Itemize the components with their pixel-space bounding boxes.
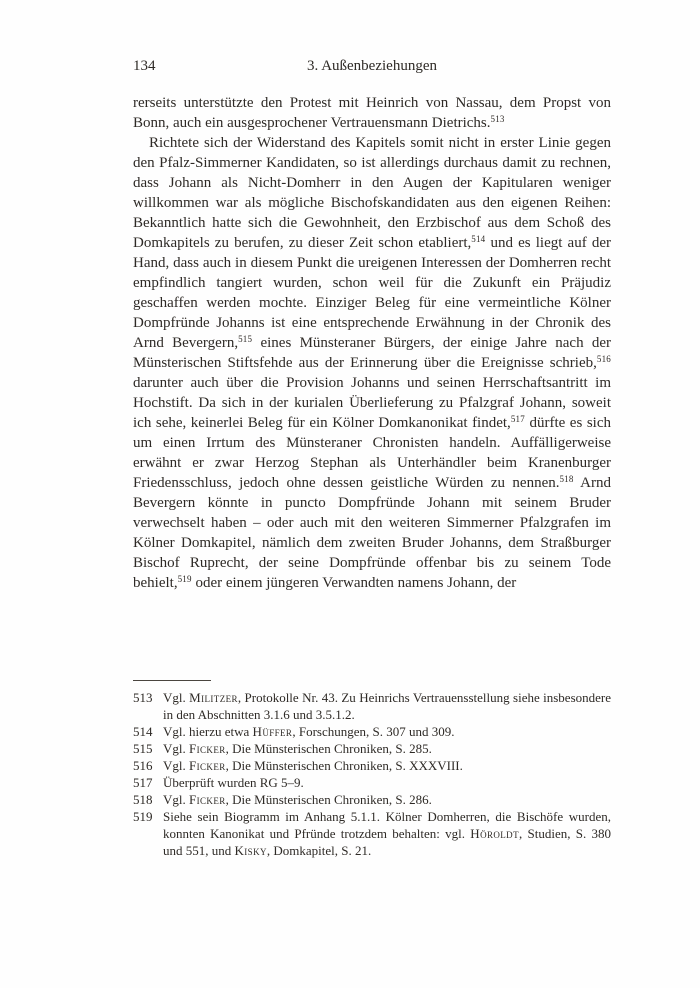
footnote-rule xyxy=(133,680,211,681)
running-head: 3. Außenbeziehungen xyxy=(307,58,437,74)
footnote-item xyxy=(133,757,611,774)
paragraph: Richtete sich der Widerstand des Kapitels somit nicht in erster Linie gegen den Pfalz-Simmerner Kandidaten, so ist allerdings durchaus damit zu rechnen, dass Johann als Nicht-Domherr in den Augen der Kapitularen weniger willkommen war als mögliche Bischofskandidaten aus den eigenen Reihen: Bekanntlich hatte sich die Gewohnheit, den Erzbischof aus dem Schoß des Domkapitels zu berufen, zu dieser Zeit schon etabliert,$^{514}$ und es liegt auf der Hand, dass auch in diesem Punkt die ureigenen Interessen der Domherren recht empfindlich tangiert wurden, schon weil für die Zukunft ein Präjudiz geschaffen werden mochte. Einziger Beleg für eine vermeintliche Kölner Dompfründe Johanns ist eine entsprechende Erwähnung in der Chronik des Arnd Bevergern,$^{515}$ eines Münsteraner Bürgers, der einige Jahre nach der Münsterischen Stiftsfehde aus der Erinnerung über die Ereignisse schrieb,$^{516}$ darunter auch über die Provision Johanns und seinen Herrschaftsantritt im Hochstift. Da sich in der kurialen Überlieferung zu Pfalzgraf Johann, soweit ich sehe, keinerlei Beleg für ein Kölner Domkanonikat findet,$^{517}$ dürfte es sich um einen Irrtum des Münsteraner Chronisten handeln. Auffälligerweise erwähnt er zwar Herzog Stephan als Unterhändler beim Kranenburger Friedensschluss, jedoch ohne dessen geistliche Würden zu nennen.$^{518}$ Arnd Bevergern könnte in puncto Dompfründe Johann mit seinem Bruder verwechselt haben – oder auch mit den weiteren Simmerner Pfalzgrafen im Kölner Domkapitel, nämlich dem zweiten Bruder Johanns, dem Straßburger Bischof Ruprecht, der seine Dompfründe offenbar bis zu seinem Tode behielt,$^{519}$ oder einem jüngeren Verwandten namens Johann, der xyxy=(133,135,612,591)
footnote-number: 516 xyxy=(133,758,153,773)
footnote-text: Siehe sein Biogramm im Anhang 5.1.1. Kölner Domherren, die Bischöfe wurden, konnten Kanonikat und Pfründe trotzdem behalten: vgl. Höroldt, Studien, S. 380 und 551, und Kisky, Domkapitel, S. 21. xyxy=(163,809,611,858)
footnote-text: Überprüft wurden RG 5–9. xyxy=(163,775,304,790)
footnote-number: 518 xyxy=(133,792,153,807)
footnote-ref: 517 xyxy=(510,413,525,424)
author-name-smallcaps: Höroldt xyxy=(470,826,519,841)
author-name-smallcaps: Ficker xyxy=(189,792,226,807)
footnote-number: 514 xyxy=(133,724,153,739)
footnote-ref: 514 xyxy=(471,233,486,244)
footnote-item xyxy=(133,723,611,740)
footnote-text: Vgl. Ficker, Die Münsterischen Chroniken, S. 286. xyxy=(163,792,432,807)
author-name-smallcaps: Ficker xyxy=(189,758,226,773)
footnote-text: Vgl. Ficker, Die Münsterischen Chroniken, S. 285. xyxy=(163,741,432,756)
paragraph: rerseits unterstützte den Protest mit Heinrich von Nassau, dem Propst von Bonn, auch ein ausgesprochener Vertrauensmann Dietrichs.$^{513}$ xyxy=(133,95,611,131)
author-name-smallcaps: Militzer xyxy=(189,690,238,705)
author-name-smallcaps: Kisky xyxy=(234,843,267,858)
footnote-ref: 518 xyxy=(559,473,574,484)
footnote-item xyxy=(133,740,611,757)
footnote-item xyxy=(133,791,611,808)
footnote-ref: 519 xyxy=(177,573,192,584)
author-name-smallcaps: Ficker xyxy=(189,741,226,756)
footnote-number: 515 xyxy=(133,741,153,756)
page-number: 134 xyxy=(133,58,156,74)
footnote-item xyxy=(133,774,611,791)
footnote-ref: 515 xyxy=(238,333,253,344)
footnote-item xyxy=(133,808,611,859)
footnote-number: 519 xyxy=(133,809,153,824)
footnote-text: Vgl. Ficker, Die Münsterischen Chroniken, S. XXXVIII. xyxy=(163,758,463,773)
footnote-text: Vgl. hierzu etwa Hüffer, Forschungen, S. 307 und 309. xyxy=(163,724,455,739)
footnote-number: 513 xyxy=(133,690,153,705)
page-header xyxy=(133,57,611,75)
footnote-number: 517 xyxy=(133,775,153,790)
author-name-smallcaps: Hüffer xyxy=(252,724,293,739)
footnote-item xyxy=(133,689,611,723)
body-text xyxy=(133,93,611,593)
footnotes-list xyxy=(133,689,611,859)
footnote-ref: 513 xyxy=(490,113,505,124)
footnote-ref: 516 xyxy=(596,353,611,364)
footnote-text: Vgl. Militzer, Protokolle Nr. 43. Zu Heinrichs Vertrauensstellung siehe insbesondere in den Abschnitten 3.1.6 und 3.5.1.2. xyxy=(163,690,611,722)
